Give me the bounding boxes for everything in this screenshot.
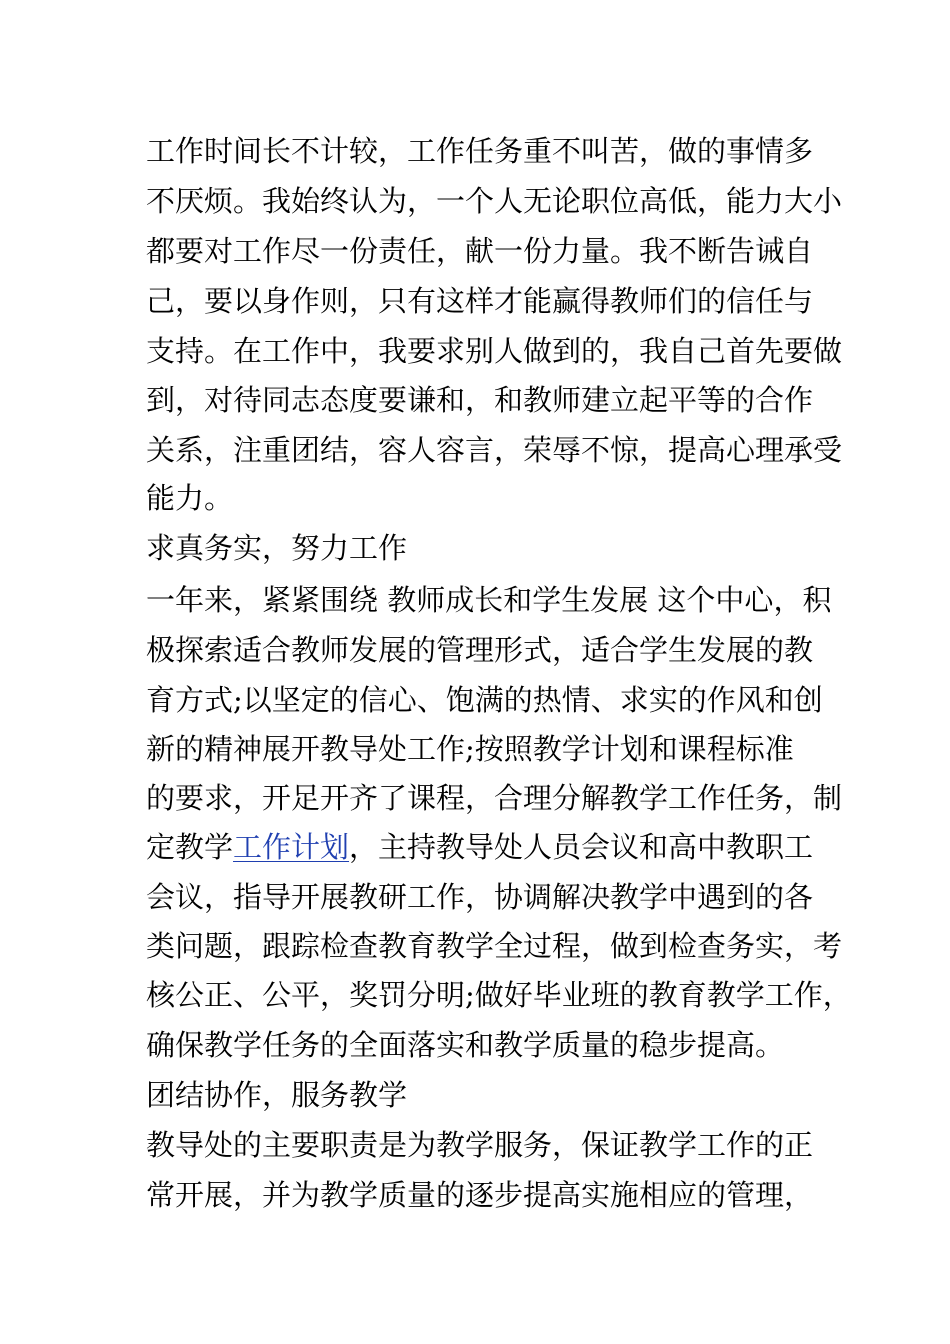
text-line: 极探索适合教师发展的管理形式，适合学生发展的教 <box>146 633 814 667</box>
text-line: 的要求，开足开齐了课程，合理分解教学工作任务，制 <box>146 781 843 815</box>
link-suffix-text: ，主持教导处人员会议和高中教职工 <box>349 830 814 864</box>
text-line: 都要对工作尽一份责任，献一份力量。我不断告诫自 <box>146 234 814 268</box>
text-line: 类问题，跟踪检查教育教学全过程，做到检查务实，考 <box>146 929 843 963</box>
section-heading: 求真务实，努力工作 <box>146 531 408 565</box>
text-line: 常开展，并为教学质量的逐步提高实施相应的管理， <box>146 1178 814 1212</box>
text-line: 不厌烦。我始终认为，一个人无论职位高低，能力大小 <box>146 184 843 218</box>
text-line: 关系，注重团结，容人容言，荣辱不惊，提高心理承受 <box>146 433 843 467</box>
text-line: 会议，指导开展教研工作，协调解决教学中遇到的各 <box>146 880 814 914</box>
text-line: 能力。 <box>146 481 234 515</box>
text-line: 一年来，紧紧围绕 教师成长和学生发展 这个中心，积 <box>146 583 832 617</box>
link-prefix-text: 定教学 <box>146 830 234 864</box>
text-line: 核公正、公平，奖罚分明;做好毕业班的教育教学工作， <box>146 978 852 1012</box>
text-line: 己，要以身作则，只有这样才能赢得教师们的信任与 <box>146 284 814 318</box>
text-line: 到，对待同志态度要谦和，和教师建立起平等的合作 <box>146 383 814 417</box>
text-line: 育方式;以坚定的信心、饱满的热情、求实的作风和创 <box>146 683 823 717</box>
text-line: 确保教学任务的全面落实和教学质量的稳步提高。 <box>146 1028 785 1062</box>
text-line: 新的精神展开教导处工作;按照教学计划和课程标准 <box>146 732 794 766</box>
text-line: 工作时间长不计较，工作任务重不叫苦，做的事情多 <box>146 134 814 168</box>
text-line: 教导处的主要职责是为教学服务，保证教学工作的正 <box>146 1128 814 1162</box>
section-heading: 团结协作，服务教学 <box>146 1078 408 1112</box>
work-plan-link[interactable]: 工作计划 <box>233 830 350 864</box>
text-line: 支持。在工作中，我要求别人做到的，我自己首先要做 <box>146 334 843 368</box>
text-line-with-link <box>146 827 814 867</box>
